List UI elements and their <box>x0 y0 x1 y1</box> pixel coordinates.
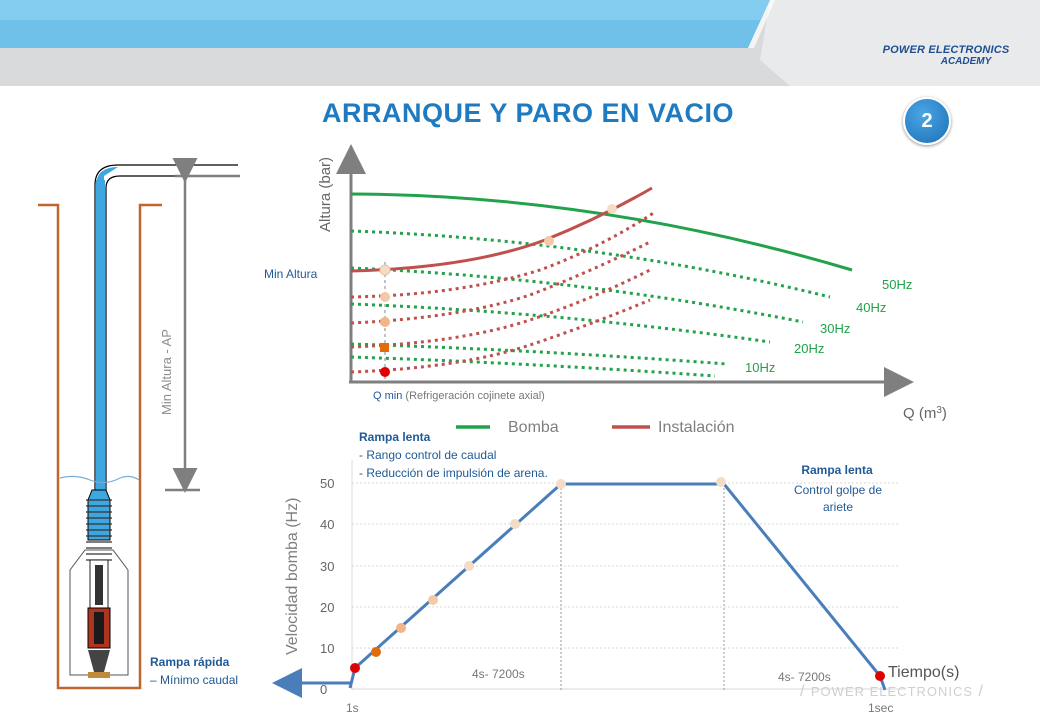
slow-ramp-2-line1: Control golpe de <box>793 483 883 497</box>
ramp-y-tick-0: 0 <box>320 682 328 697</box>
slow-ramp-1-line2: - Reducción de impulsión de arena. <box>359 466 548 480</box>
brand-name: POWER ELECTRONICS <box>882 44 1010 56</box>
fast-ramp-text: – Mínimo caudal <box>150 673 239 687</box>
ramp-point <box>716 477 726 487</box>
fast-ramp-title: Rampa rápida <box>150 655 230 669</box>
pump-chart-x-label-suffix: ) <box>941 405 947 422</box>
legend-label-pump: Bomba <box>508 419 559 436</box>
ramp-y-tick-10: 10 <box>320 641 335 656</box>
operating-point <box>380 343 389 352</box>
operating-point <box>380 367 390 377</box>
ramp-chart-y-label: Velocidad bomba (Hz) <box>284 497 301 655</box>
ramp-x-end-label: 1sec <box>868 701 894 715</box>
pump-chart-x-label <box>903 405 947 423</box>
operating-point <box>607 204 617 214</box>
ramp-point <box>350 663 360 673</box>
operating-point <box>380 317 390 327</box>
operating-point <box>380 265 390 275</box>
legend-label-installation: Instalación <box>658 419 735 436</box>
installation-curve-5 <box>351 300 650 372</box>
well-measure-label: Min Altura - AP <box>159 329 174 415</box>
curve-label-20hz: 20Hz <box>794 341 825 356</box>
ramp-point <box>510 519 520 529</box>
slow-ramp-1-line1: - Rango control de caudal <box>359 448 497 462</box>
installation-curve-4 <box>351 270 650 347</box>
ramp-point <box>396 623 406 633</box>
curve-label-10hz: 10Hz <box>745 360 776 375</box>
qmin-label-bold: Q min <box>373 390 403 402</box>
ramp-point <box>428 595 438 605</box>
ramp-y-tick-50: 50 <box>320 476 335 491</box>
ramp-point <box>875 671 885 681</box>
operating-point <box>544 236 554 246</box>
slow-ramp-2-line2: ariete <box>822 500 854 514</box>
pump-chart-x-label-sup: 3 <box>936 404 942 416</box>
ramp-chart-x-label: Tiempo(s) <box>888 664 960 681</box>
pump-curve-50hz <box>351 194 852 270</box>
qmin-label <box>373 390 545 402</box>
ramp-y-tick-40: 40 <box>320 517 335 532</box>
speed-ramp-chart <box>278 430 984 715</box>
footer-watermark-text: POWER ELECTRONICS <box>810 684 974 699</box>
ramp-point <box>464 561 474 571</box>
pump-chart-x-label-prefix: Q (m <box>903 405 937 422</box>
operating-point <box>380 292 390 302</box>
speed-ramp-line <box>355 483 883 676</box>
ramp-y-tick-30: 30 <box>320 559 335 574</box>
min-height-label: Min Altura <box>264 267 318 281</box>
ramp-point <box>371 647 381 657</box>
slide-number-badge: 2 <box>903 97 951 145</box>
slow-ramp-2-title: Rampa lenta <box>801 463 873 477</box>
ramp-y-tick-20: 20 <box>320 600 335 615</box>
pump-curve-15hz <box>351 344 727 364</box>
curve-label-50hz: 50Hz <box>882 277 913 292</box>
borehole-illustration <box>38 165 240 688</box>
footer-watermark: / POWER ELECTRONICS / <box>800 683 984 700</box>
qmin-label-note: (Refrigeración cojinete axial) <box>402 390 545 402</box>
page-title: ARRANQUE Y PARO EN VACIO <box>322 98 735 128</box>
accel-time-label: 4s- 7200s <box>472 667 525 681</box>
ramp-chart-grid <box>352 483 900 648</box>
pump-chart-y-label: Altura (bar) <box>317 156 334 232</box>
ramp-point <box>556 479 566 489</box>
curve-label-40hz: 40Hz <box>856 300 887 315</box>
curve-label-30hz: 30Hz <box>820 321 851 336</box>
ramp-x-start-label: 1s <box>346 701 359 715</box>
pump-curve-chart <box>264 150 947 436</box>
brand-subtitle: ACADEMY <box>940 56 992 67</box>
pump-curve-20hz <box>351 304 770 342</box>
slow-ramp-1-title: Rampa lenta <box>359 430 431 444</box>
decel-time-label: 4s- 7200s <box>778 670 831 684</box>
